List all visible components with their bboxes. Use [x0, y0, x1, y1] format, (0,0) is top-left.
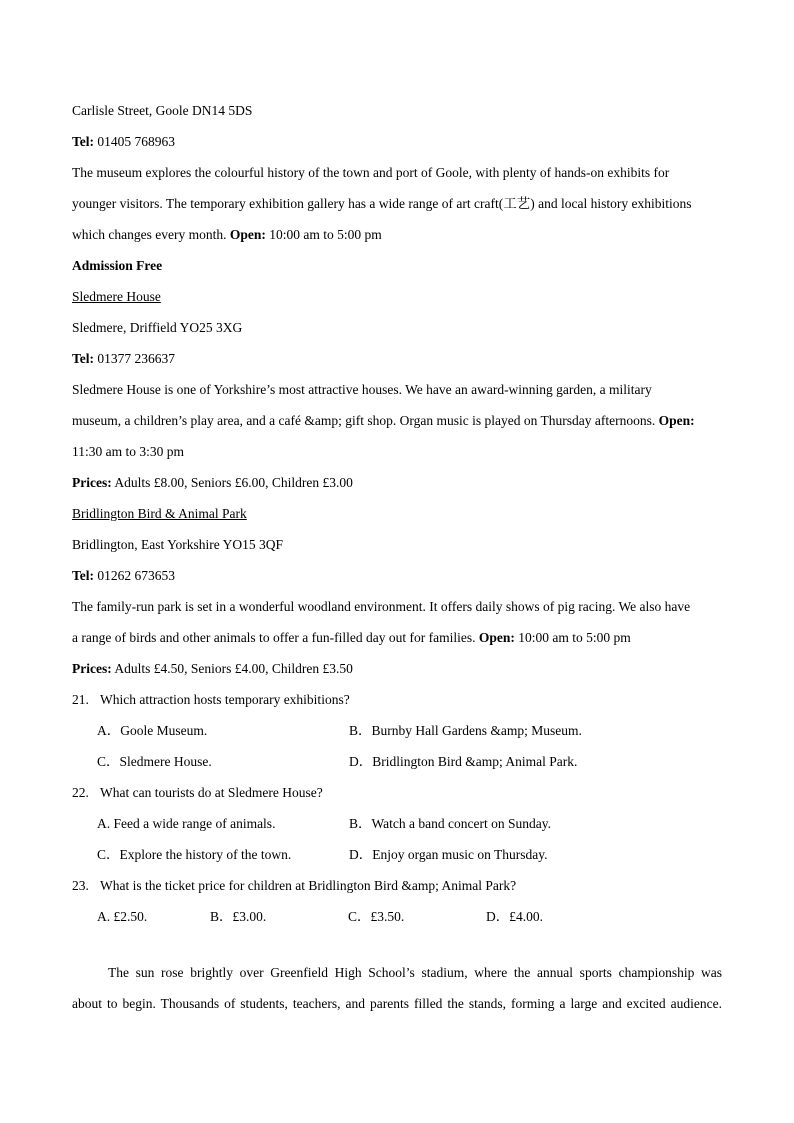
sledmere-open-hours: 11:30 am to 3:30 pm	[72, 444, 184, 459]
option-a[interactable]: A. £2.50.	[97, 909, 148, 924]
tel-label: Tel:	[72, 134, 95, 149]
goole-admission: Admission Free	[72, 258, 163, 273]
sledmere-tel	[72, 343, 722, 374]
bridlington-address: Bridlington, East Yorkshire YO15 3QF	[72, 537, 284, 552]
question-number: 23.	[72, 878, 89, 893]
tel-number: 01262 673653	[94, 568, 176, 583]
section-spacer	[72, 932, 722, 957]
question-22	[72, 777, 722, 808]
option-d[interactable]: D．Enjoy organ music on Thursday.	[349, 847, 548, 862]
question-text: What is the ticket price for children at Bridlington Bird &amp; Animal Park?	[100, 878, 517, 893]
sledmere-prices	[72, 467, 722, 498]
prices-value: Adults £4.50, Seniors £4.00, Children £3.50	[111, 661, 353, 676]
option-d[interactable]: D．£4.00.	[486, 909, 543, 924]
tel-number: 01377 236637	[94, 351, 176, 366]
question-number: 21.	[72, 692, 89, 707]
question-21-options-row	[72, 715, 722, 746]
tel-label: Tel:	[72, 568, 95, 583]
option-b[interactable]: B．£3.00.	[210, 909, 267, 924]
bridlington-prices	[72, 653, 722, 684]
goole-description-line: younger visitors. The temporary exhibition gallery has a wide range of art craft(工艺) and local history exhibitions	[72, 196, 692, 211]
tel-label: Tel:	[72, 351, 95, 366]
prices-label: Prices:	[72, 475, 112, 490]
question-23-options-row	[72, 901, 722, 932]
question-22-options-row	[72, 839, 722, 870]
passage-line: The sun rose brightly over Greenfield High School’s stadium, where the annual sports championship was	[108, 965, 722, 980]
sledmere-description-line: museum, a children’s play area, and a café &amp; gift shop. Organ music is played on Thursday afternoons. Open:	[72, 413, 695, 428]
sledmere-address: Sledmere, Driffield YO25 3XG	[72, 320, 243, 335]
goole-address: Carlisle Street, Goole DN14 5DS	[72, 103, 253, 118]
prices-value: Adults £8.00, Seniors £6.00, Children £3.00	[111, 475, 353, 490]
option-a[interactable]: A．Goole Museum.	[97, 723, 208, 738]
option-b[interactable]: B．Burnby Hall Gardens &amp; Museum.	[349, 723, 582, 738]
open-label: Open:	[229, 227, 266, 242]
question-text: What can tourists do at Sledmere House?	[100, 785, 323, 800]
sledmere-description-line: Sledmere House is one of Yorkshire’s most attractive houses. We have an award-winning garden, a military	[72, 382, 652, 397]
question-22-options-row	[72, 808, 722, 839]
option-a[interactable]: A. Feed a wide range of animals.	[97, 816, 276, 831]
bridlington-tel	[72, 560, 722, 591]
sledmere-title: Sledmere House	[72, 289, 161, 304]
option-b[interactable]: B．Watch a band concert on Sunday.	[349, 816, 551, 831]
bridlington-title: Bridlington Bird & Animal Park	[72, 506, 247, 521]
question-number: 22.	[72, 785, 89, 800]
goole-description-line: The museum explores the colourful history of the town and port of Goole, with plenty of hands-on exhibits for	[72, 165, 670, 180]
question-21-options-row	[72, 746, 722, 777]
option-c[interactable]: C．Sledmere House.	[97, 754, 212, 769]
open-hours: 10:00 am to 5:00 pm	[514, 630, 631, 645]
bridlington-description-line: a range of birds and other animals to offer a fun-filled day out for families. Open: 10:00 am to 5:00 pm	[72, 630, 631, 645]
open-hours: 10:00 am to 5:00 pm	[265, 227, 382, 242]
document-page	[72, 95, 722, 1019]
tel-number: 01405 768963	[94, 134, 176, 149]
goole-tel	[72, 126, 722, 157]
passage-line: about to begin. Thousands of students, teachers, and parents filled the stands, forming a large and excited audience.	[72, 996, 722, 1011]
open-label: Open:	[658, 413, 695, 428]
goole-description-line: which changes every month. Open: 10:00 am to 5:00 pm	[72, 227, 382, 242]
bridlington-description-line: The family-run park is set in a wonderful woodland environment. It offers daily shows of pig racing. We also have	[72, 599, 691, 614]
prices-label: Prices:	[72, 661, 112, 676]
option-c[interactable]: C．£3.50.	[348, 909, 405, 924]
question-text: Which attraction hosts temporary exhibitions?	[100, 692, 350, 707]
option-d[interactable]: D．Bridlington Bird &amp; Animal Park.	[349, 754, 578, 769]
question-21	[72, 684, 722, 715]
question-23	[72, 870, 722, 901]
option-c[interactable]: C．Explore the history of the town.	[97, 847, 292, 862]
open-label: Open:	[478, 630, 515, 645]
